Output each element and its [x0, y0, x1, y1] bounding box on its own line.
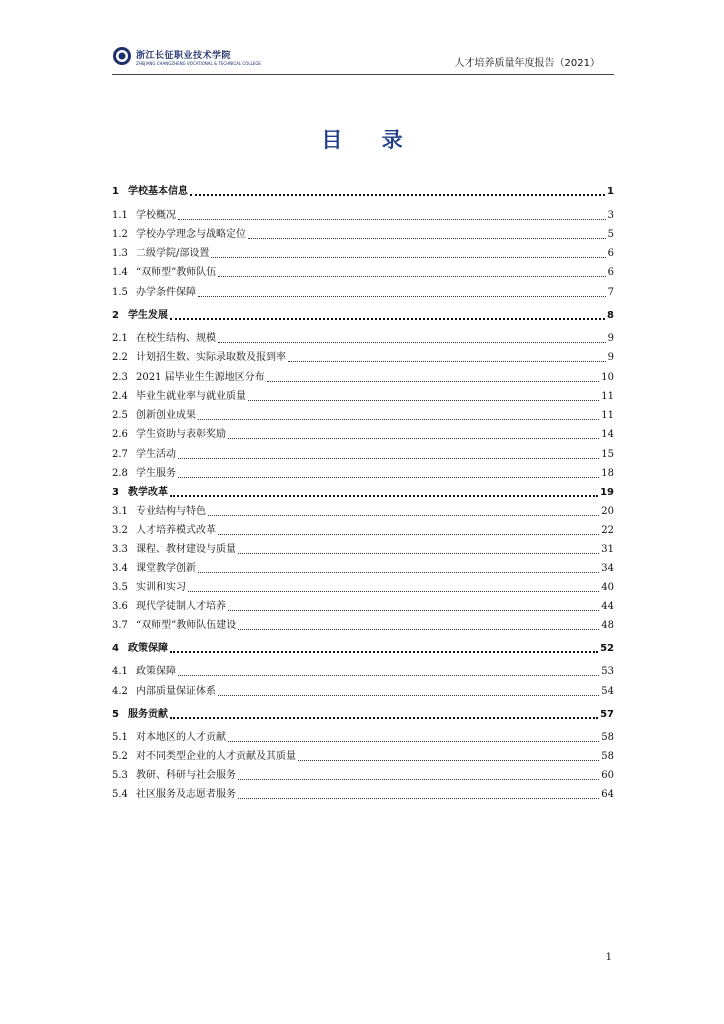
toc-title-text: 学校办学理念与战略定位 [136, 229, 246, 240]
toc-number: 1 [112, 186, 119, 197]
toc-number: 2.1 [112, 333, 128, 344]
toc-section-row[interactable] [112, 664, 614, 678]
toc-dot-leader [218, 694, 599, 696]
toc-number: 3.7 [112, 620, 128, 631]
toc-page-number: 6 [607, 248, 614, 259]
toc-dot-leader [178, 218, 606, 220]
toc-section-row[interactable] [112, 427, 614, 441]
toc-dot-leader [188, 590, 599, 592]
toc-number: 2.8 [112, 468, 128, 479]
toc-dot-leader [170, 494, 598, 497]
toc-page-number: 64 [601, 789, 614, 800]
toc-page-number: 9 [607, 333, 614, 344]
toc-dot-leader [198, 295, 606, 297]
toc-number: 2.6 [112, 429, 128, 440]
toc-dot-leader [198, 418, 599, 420]
toc-page-number: 14 [601, 429, 614, 440]
toc-number: 4.2 [112, 686, 128, 697]
toc-page-number: 34 [601, 563, 614, 574]
toc-chapter-row[interactable] [112, 641, 614, 655]
toc-title-text: 创新创业成果 [136, 410, 196, 421]
toc-number: 1.1 [112, 210, 128, 221]
toc-section-row[interactable] [112, 768, 614, 782]
toc-number: 4.1 [112, 666, 128, 677]
toc-title-text: 服务贡献 [128, 709, 168, 720]
toc-title-text: 学校概况 [136, 210, 176, 221]
toc-title-text: 学校基本信息 [128, 186, 188, 197]
toc-number: 2.5 [112, 410, 128, 421]
toc-page-number: 19 [600, 487, 614, 498]
toc-title-text: 政策保障 [136, 666, 176, 677]
toc-section-row[interactable] [112, 389, 614, 403]
toc-page-number: 40 [601, 582, 614, 593]
toc-page-number: 58 [601, 732, 614, 743]
toc-number: 5.3 [112, 770, 128, 781]
toc-section-row[interactable] [112, 618, 614, 632]
page-number: 1 [605, 952, 612, 963]
toc-section-row[interactable] [112, 227, 614, 241]
toc-number: 3.3 [112, 544, 128, 555]
toc-title-text: 人才培养模式改革 [136, 525, 216, 536]
toc-number: 5.2 [112, 751, 128, 762]
toc-section-row[interactable] [112, 285, 614, 299]
toc-title-text: 对本地区的人才贡献 [136, 732, 226, 743]
toc-section-row[interactable] [112, 208, 614, 222]
toc-page-number: 48 [601, 620, 614, 631]
toc-section-row[interactable] [112, 370, 614, 384]
toc-dot-leader [228, 609, 599, 611]
toc-number: 5 [112, 709, 119, 720]
toc-number: 3.4 [112, 563, 128, 574]
toc-title-text: 课程、教材建设与质量 [136, 544, 236, 555]
toc-section-row[interactable] [112, 523, 614, 537]
toc-section-row[interactable] [112, 350, 614, 364]
toc-page-number: 1 [607, 186, 614, 197]
toc-title-text: 2021 届毕业生生源地区分布 [136, 372, 265, 383]
toc-page-number: 31 [601, 544, 614, 555]
toc-number: 1.2 [112, 229, 128, 240]
toc-dot-leader [218, 341, 606, 343]
toc-section-row[interactable] [112, 331, 614, 345]
toc-title-text: 学生资助与表彰奖励 [136, 429, 226, 440]
toc-dot-leader [170, 650, 598, 653]
toc-number: 3.1 [112, 506, 128, 517]
toc-title-text: 课堂教学创新 [136, 563, 196, 574]
toc-page-number: 22 [601, 525, 614, 536]
toc-page-number: 7 [607, 287, 614, 298]
toc-dot-leader [170, 317, 605, 320]
toc-title: 目 录 [321, 128, 419, 152]
toc-number: 3 [112, 487, 119, 498]
toc-dot-leader [248, 399, 599, 401]
toc-dot-leader [288, 360, 606, 362]
toc-section-row[interactable] [112, 730, 614, 744]
toc-number: 2.4 [112, 391, 128, 402]
toc-title-text: 实训和实习 [136, 582, 186, 593]
toc-dot-leader [178, 476, 599, 478]
toc-number: 2.2 [112, 352, 128, 363]
toc-dot-leader [248, 237, 606, 239]
toc-dot-leader [228, 740, 599, 742]
toc-title-text: 学生活动 [136, 449, 176, 460]
toc-number: 3.6 [112, 601, 128, 612]
toc-section-row[interactable] [112, 599, 614, 613]
toc-number: 5.1 [112, 732, 128, 743]
toc-dot-leader [238, 552, 599, 554]
toc-page-number: 53 [601, 666, 614, 677]
toc-section-row[interactable] [112, 265, 614, 279]
report-title: 人才培养质量年度报告（2021） [454, 58, 600, 69]
toc-title-text: 学生发展 [128, 310, 168, 321]
toc-title-text: 专业结构与特色 [136, 506, 206, 517]
logo-text: 浙江长征职业技术学院 [136, 51, 232, 61]
toc-chapter-row[interactable] [112, 485, 614, 499]
toc-dot-leader [211, 256, 605, 258]
toc-number: 5.4 [112, 789, 128, 800]
toc-page-number: 57 [600, 709, 614, 720]
toc-section-row[interactable] [112, 504, 614, 518]
toc-section-row[interactable] [112, 580, 614, 594]
toc-title-text: 教研、科研与社会服务 [136, 770, 236, 781]
toc-page-number: 18 [601, 468, 614, 479]
toc-section-row[interactable] [112, 447, 614, 461]
toc-number: 2.7 [112, 449, 128, 460]
toc-page-number: 52 [600, 643, 614, 654]
toc-dot-leader [228, 437, 599, 439]
toc-number: 3.5 [112, 582, 128, 593]
toc-section-row[interactable] [112, 542, 614, 556]
toc-number: 2.3 [112, 372, 128, 383]
toc-title-text: 办学条件保障 [136, 287, 196, 298]
toc-page-number: 60 [601, 770, 614, 781]
toc-number: 1.3 [112, 248, 128, 259]
toc-page-number: 58 [601, 751, 614, 762]
toc-dot-leader [267, 380, 600, 382]
toc-title-text: 政策保障 [128, 643, 168, 654]
toc-chapter-row[interactable] [112, 308, 614, 322]
toc-section-row[interactable] [112, 246, 614, 260]
toc-dot-leader [170, 716, 598, 719]
toc-title-text: 计划招生数、实际录取数及报到率 [136, 352, 286, 363]
toc-number: 2 [112, 310, 119, 321]
toc-title-text: 在校生结构、规模 [136, 333, 216, 344]
toc-dot-leader [298, 759, 599, 761]
toc-page-number: 44 [601, 601, 614, 612]
toc-chapter-row[interactable] [112, 184, 614, 198]
toc-section-row[interactable] [112, 684, 614, 698]
toc-page-number: 11 [601, 391, 614, 402]
logo-subtext: ZHEJIANG CHANGZHENG VOCATIONAL & TECHNICAL COLLEGE [136, 61, 261, 66]
toc-page-number: 20 [601, 506, 614, 517]
toc-page-number: 6 [607, 267, 614, 278]
toc-dot-leader [178, 674, 599, 676]
toc-section-row[interactable] [112, 561, 614, 575]
college-logo [112, 46, 261, 72]
toc-title-text: 社区服务及志愿者服务 [136, 789, 236, 800]
toc-dot-leader [190, 193, 605, 196]
toc-dot-leader [208, 514, 599, 516]
toc-number: 1.5 [112, 287, 128, 298]
toc-dot-leader [178, 457, 599, 459]
toc-dot-leader [198, 571, 599, 573]
toc-number: 3.2 [112, 525, 128, 536]
toc-title-text: 二级学院/部设置 [136, 248, 210, 259]
toc-page-number: 3 [607, 210, 614, 221]
toc-title-text: 毕业生就业率与就业质量 [136, 391, 246, 402]
toc-section-row[interactable] [112, 787, 614, 801]
toc-dot-leader [218, 275, 605, 277]
toc-section-row[interactable] [112, 466, 614, 480]
toc-dot-leader [238, 797, 599, 799]
toc-title-text: 对不同类型企业的人才贡献及其质量 [136, 751, 296, 762]
toc-title-text: “双师型”教师队伍 [136, 267, 217, 278]
toc-dot-leader [238, 628, 599, 630]
toc-page-number: 54 [601, 686, 614, 697]
toc-page-number: 10 [601, 372, 614, 383]
toc-title-text: 学生服务 [136, 468, 176, 479]
toc-page-number: 5 [607, 229, 614, 240]
toc-title-text: 教学改革 [128, 487, 168, 498]
toc-dot-leader [218, 533, 599, 535]
toc-page-number: 15 [601, 449, 614, 460]
toc-chapter-row[interactable] [112, 707, 614, 721]
toc-page-number: 9 [607, 352, 614, 363]
toc-section-row[interactable] [112, 749, 614, 763]
toc-page-number: 8 [607, 310, 614, 321]
toc-number: 4 [112, 643, 119, 654]
toc-number: 1.4 [112, 267, 128, 278]
college-emblem-icon [112, 46, 132, 66]
toc-dot-leader [238, 778, 599, 780]
toc-section-row[interactable] [112, 408, 614, 422]
toc-title-text: 现代学徒制人才培养 [136, 601, 226, 612]
toc-title-text: 内部质量保证体系 [136, 686, 216, 697]
toc-page-number: 11 [601, 410, 614, 421]
toc-title-text: “双师型”教师队伍建设 [136, 620, 237, 631]
page-header [112, 44, 614, 75]
